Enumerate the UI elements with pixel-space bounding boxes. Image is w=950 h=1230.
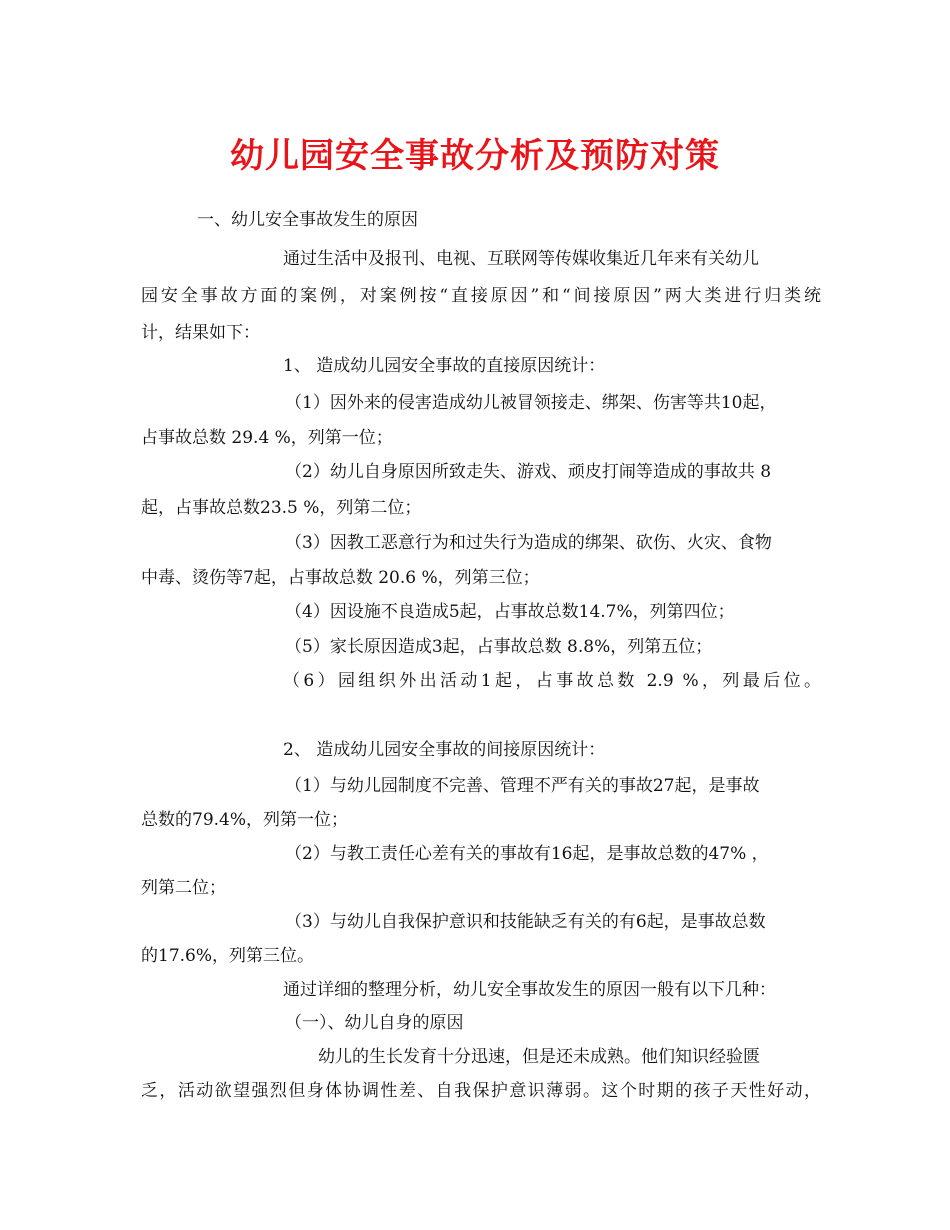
paragraph-line: 乏，活动欲望强烈但身体协调性差、自我保护意识薄弱。这个时期的孩子天性好动，: [141, 1081, 821, 1101]
list-item: （1）与幼儿园制度不完善、管理不严有关的事故27起，是事故: [285, 776, 760, 796]
list-item: （1）因外来的侵害造成幼儿被冒领接走、绑架、伤害等共10起，: [285, 393, 777, 413]
paragraph-line: 通过生活中及报刊、电视、互联网等传媒收集近几年来有关幼儿: [283, 249, 759, 269]
list-item: （2）幼儿自身原因所致走失、游戏、顽皮打闹等造成的事故共 8: [285, 462, 772, 482]
list-item: （5）家长原因造成3起，占事故总数 8.8%，列第五位；: [285, 637, 713, 657]
subsection-heading: （一）、幼儿自身的原因: [285, 1013, 464, 1033]
paragraph-line: 幼儿的生长发育十分迅速，但是还未成熟。他们知识经验匮: [318, 1047, 760, 1067]
paragraph-line: 园安全事故方面的案例，对案例按“直接原因”和“间接原因”两大类进行归类统: [141, 286, 821, 306]
paragraph-line: 计，结果如下：: [141, 323, 260, 343]
list-item: （6）园组织外出活动1起，占事故总数 2.9 %，列最后位。: [283, 671, 821, 691]
subsection-heading: 1、 造成幼儿园安全事故的直接原因统计：: [283, 356, 606, 376]
list-item: （3）因教工恶意行为和过失行为造成的绑架、砍伤、火灾、食物: [285, 533, 772, 553]
list-item: （4）因设施不良造成5起，占事故总数14.7%，列第四位；: [285, 602, 735, 622]
subsection-heading: 2、 造成幼儿园安全事故的间接原因统计：: [283, 740, 606, 760]
list-item: 中毒、烫伤等7起，占事故总数 20.6 %，列第三位；: [141, 568, 540, 588]
list-item: （2）与教工责任心差有关的事故有16起，是事故总数的47% ，: [285, 844, 769, 864]
list-item: （3）与幼儿自我保护意识和技能缺乏有关的有6起，是事故总数: [285, 912, 766, 932]
list-item: 占事故总数 29.4 %，列第一位；: [141, 428, 393, 448]
list-item: 总数的79.4%，列第一位；: [141, 810, 349, 830]
section-heading: 一、幼儿安全事故发生的原因: [197, 210, 418, 230]
document-title: 幼儿园安全事故分析及预防对策: [230, 136, 720, 176]
list-item: 列第二位；: [141, 878, 226, 898]
list-item: 的17.6%，列第三位。: [141, 946, 315, 966]
list-item: 起，占事故总数23.5 %，列第二位；: [141, 498, 422, 518]
paragraph-line: 通过详细的整理分析，幼儿安全事故发生的原因一般有以下几种：: [283, 980, 776, 1000]
